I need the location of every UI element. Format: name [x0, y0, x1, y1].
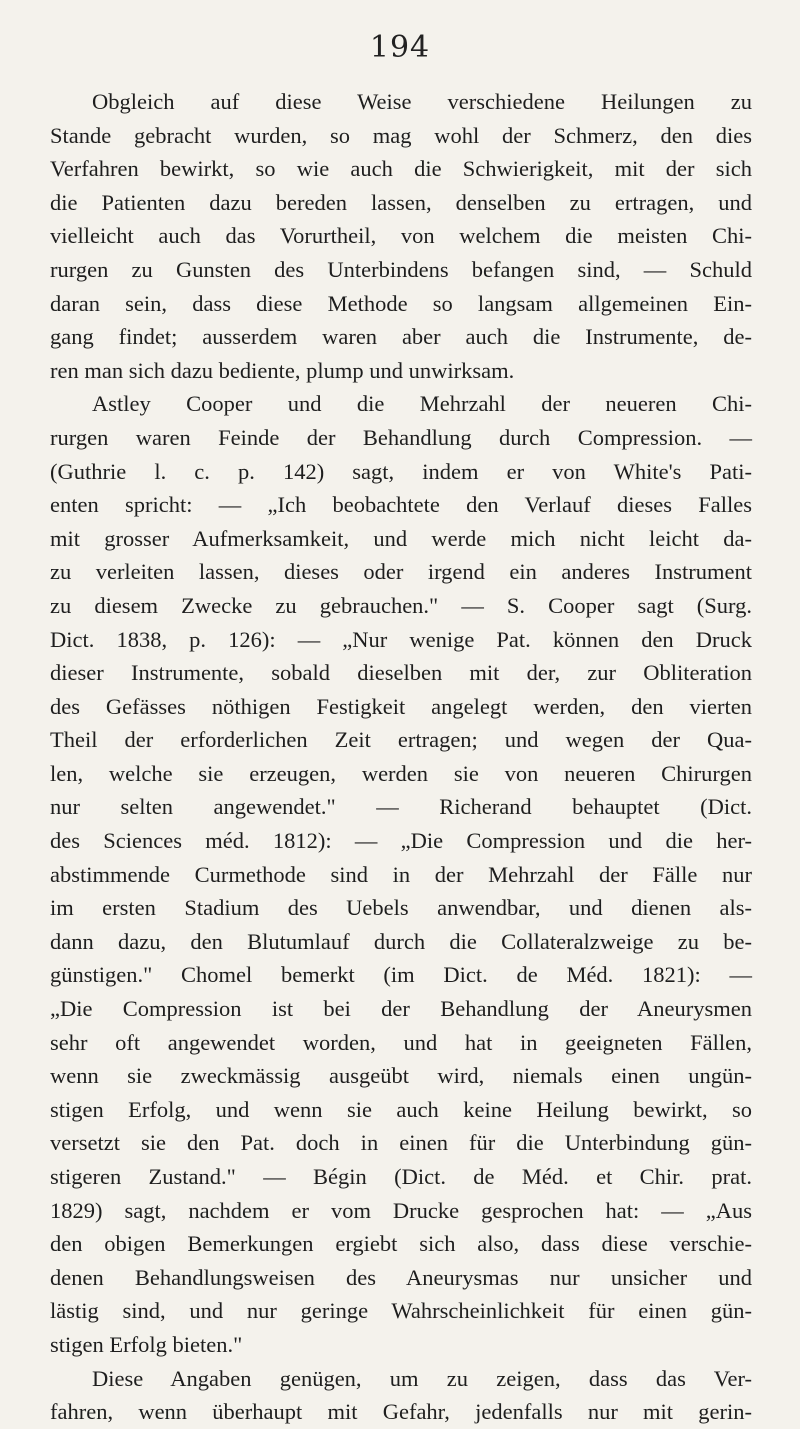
text-line: stigen Erfolg bieten." — [50, 1331, 243, 1357]
page-number: 194 — [369, 30, 431, 65]
text-line: „Die Compression ist bei der Behandlung der Aneurysmen — [50, 996, 752, 1022]
text-line: lästig sind, und nur geringe Wahrscheinlichkeit für einen gün- — [50, 1298, 752, 1324]
text-line: im ersten Stadium des Uebels anwendbar, und dienen als- — [50, 895, 752, 921]
text-line: den obigen Bemerkungen ergiebt sich also, dass diese verschie- — [50, 1231, 752, 1257]
text-line: günstigen." Chomel bemerkt (im Dict. de Méd. 1821): — — [50, 962, 752, 988]
text-line: Obgleich auf diese Weise verschiedene Heilungen zu — [92, 89, 752, 114]
text-line: die Patienten dazu bereden lassen, denselben zu ertragen, und — [50, 189, 752, 215]
text-line: abstimmende Curmethode sind in der Mehrzahl der Fälle nur — [50, 861, 752, 887]
text-line: stigen Erfolg, und wenn sie auch keine Heilung bewirkt, so — [50, 1096, 752, 1122]
text-line: daran sein, dass diese Methode so langsam allgemeinen Ein- — [50, 290, 752, 316]
text-line: zu verleiten lassen, dieses oder irgend ein anderes Instrument — [50, 559, 752, 585]
text-line: wenn sie zweckmässig ausgeübt wird, niemals einen ungün- — [50, 1063, 752, 1089]
text-line: (Guthrie l. c. p. 142) sagt, indem er von White's Pati- — [50, 458, 752, 484]
text-line: rurgen waren Feinde der Behandlung durch Compression. — — [50, 424, 752, 450]
text-line: nur selten angewendet." — Richerand behauptet (Dict. — [50, 794, 752, 820]
text-line: dann dazu, den Blutumlauf durch die Collateralzweige zu be- — [50, 928, 752, 954]
text-line: versetzt sie den Pat. doch in einen für die Unterbindung gün- — [50, 1130, 752, 1156]
text-line: ren man sich dazu bediente, plump und unwirksam. — [50, 357, 515, 383]
text-line: Astley Cooper und die Mehrzahl der neueren Chi- — [92, 391, 752, 417]
text-line: zu diesem Zwecke zu gebrauchen." — S. Cooper sagt (Surg. — [50, 592, 752, 618]
text-line: des Sciences méd. 1812): — „Die Compression und die her- — [50, 828, 752, 854]
body-text — [50, 85, 752, 1429]
text-line: sehr oft angewendet worden, und hat in geeigneten Fällen, — [50, 1029, 752, 1055]
text-line: gang findet; ausserdem waren aber auch die Instrumente, de- — [50, 324, 752, 350]
text-line: denen Behandlungsweisen des Aneurysmas nur unsicher und — [50, 1264, 752, 1290]
text-line: Diese Angaben genügen, um zu zeigen, dass das Ver- — [92, 1365, 752, 1391]
text-line: len, welche sie erzeugen, werden sie von neueren Chirurgen — [50, 760, 752, 786]
text-line: Theil der erforderlichen Zeit ertragen; und wegen der Qua- — [50, 727, 752, 753]
text-line: Stande gebracht wurden, so mag wohl der Schmerz, den dies — [50, 122, 752, 148]
text-line: Verfahren bewirkt, so wie auch die Schwierigkeit, mit der sich — [50, 156, 752, 182]
text-line: 1829) sagt, nachdem er vom Drucke gesprochen hat: — „Aus — [50, 1197, 752, 1223]
text-line: enten spricht: — „Ich beobachtete den Verlauf dieses Falles — [50, 492, 752, 518]
text-line: rurgen zu Gunsten des Unterbindens befangen sind, — Schuld — [50, 256, 752, 282]
text-line: des Gefässes nöthigen Festigkeit angelegt werden, den vierten — [50, 693, 752, 719]
text-line: fahren, wenn überhaupt mit Gefahr, jedenfalls nur mit gerin- — [50, 1399, 752, 1425]
text-line: stigeren Zustand." — Bégin (Dict. de Méd. et Chir. prat. — [50, 1164, 752, 1189]
text-line: dieser Instrumente, sobald dieselben mit der, zur Obliteration — [50, 660, 752, 686]
text-line: Dict. 1838, p. 126): — „Nur wenige Pat. können den Druck — [50, 626, 752, 652]
text-line: vielleicht auch das Vorurtheil, von welchem die meisten Chi- — [50, 223, 752, 249]
text-line: mit grosser Aufmerksamkeit, und werde mich nicht leicht da- — [50, 525, 752, 551]
